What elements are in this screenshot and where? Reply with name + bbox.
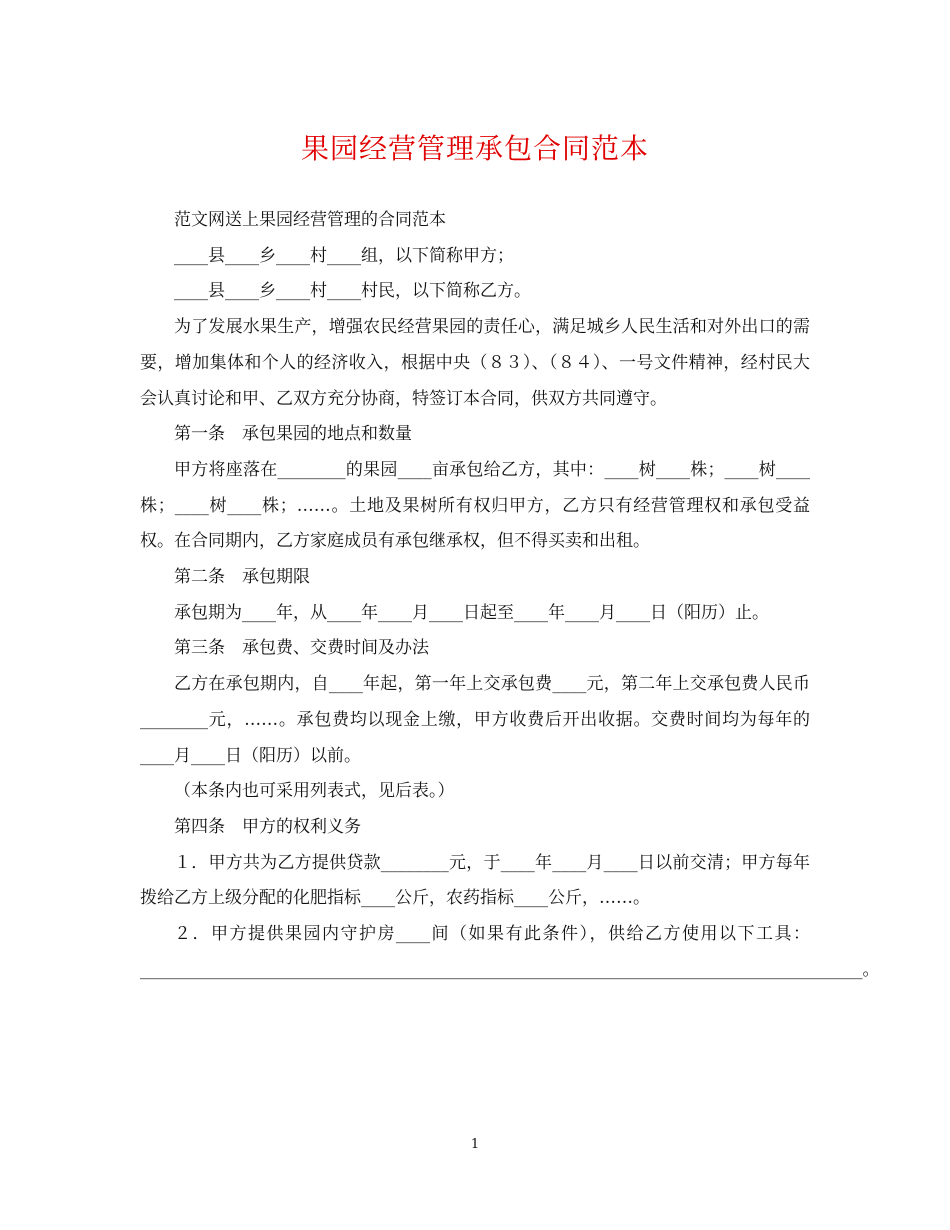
paragraph-party-b: ____县____乡____村____村民，以下简称乙方。 [174,281,531,302]
article-3-heading: 第三条 承包费、交费时间及办法 [174,638,429,659]
page-number: 1 [470,1137,480,1152]
document-title: 果园经营管理承包合同范本 [300,132,649,165]
document-body [140,203,880,988]
paragraph-preamble: 为了发展水果生产，增强农民经营果园的责任心，满足城乡人民生活和对外出口的需要，增加集体和个人的经济收入，根据中央（８３）、（８４）、一号文件精神，经村民大会认真讨论和甲、乙双方充分协商，特签订本合同，供双方共同遵守。 [140,317,810,409]
article-3-note: （本条内也可采用列表式，见后表。） [174,781,455,802]
article-2-body: 承包期为____年，从____年____月____日起至____年____月____日（阳历）止。 [174,602,769,623]
paragraph-party-a: ____县____乡____村____组，以下简称甲方； [174,245,514,266]
article-1-heading: 第一条 承包果园的地点和数量 [174,424,412,445]
article-4-item-1: １．甲方共为乙方提供贷款________元，于____年____月____日以前交清；甲方每年拨给乙方上级分配的化肥指标____公斤，农药指标____公斤，……。 [140,852,810,909]
article-1-body: 甲方将座落在________的果园____亩承包给乙方，其中：____树____株；____树____株；____树____株；……。土地及果树所有权归甲方，乙方只有经营管理权和承包受益权。在合同期内，乙方家庭成员有承包继承权，但不得买卖和出租。 [140,459,810,552]
paragraph-intro: 范文网送上果园经营管理的合同范本 [174,210,446,230]
article-3-body: 乙方在承包期内，自____年起，第一年上交承包费____元，第二年上交承包费人民币________元，……。承包费均以现金上缴，甲方收费后开出收据。交费时间均为每年的____月____日（阳历）以前。 [140,674,810,766]
article-4-heading: 第四条 甲方的权利义务 [174,816,361,837]
article-4-item-2: ２．甲方提供果园内守护房____间（如果有此条件），供给乙方使用以下工具：_____________________________________________________________________________________。 [140,924,880,980]
article-2-heading: 第二条 承包期限 [174,567,310,588]
